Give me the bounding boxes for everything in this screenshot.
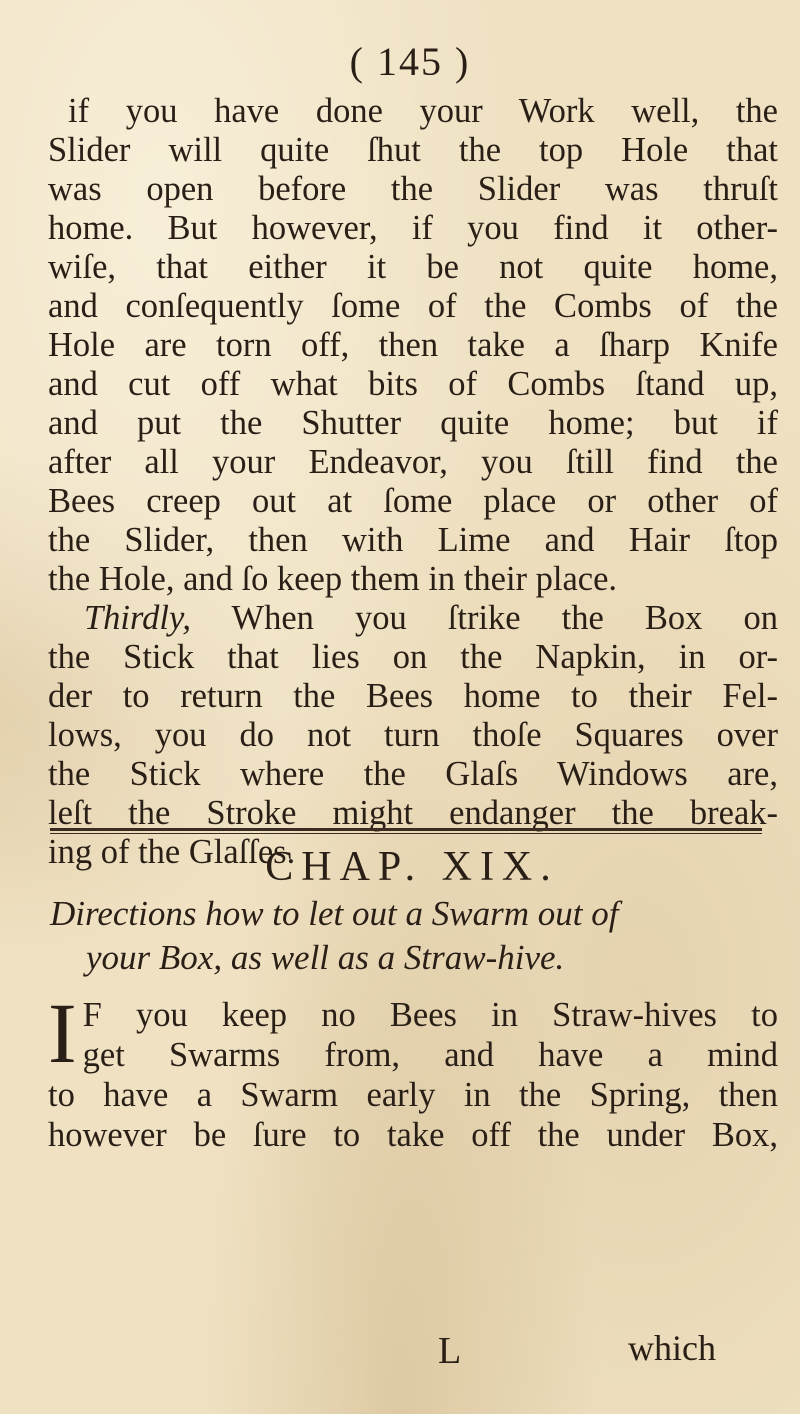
thirdly-lead-word: Thirdly, [84,599,192,637]
text-line-thirdly: Thirdly, When you ſtrike the Box on [84,599,778,637]
paragraph-1 [48,92,778,872]
text-line: wiſe, that either it be not quite home, [48,248,778,286]
text-line: ing of the Glaſſes. [48,833,296,871]
subtitle-line: your Box, as well as a Straw-hive. [86,938,565,977]
text-line: the Stick where the Glaſs Windows are, [48,755,778,793]
catchword: which [628,1328,716,1368]
text-line: der to return the Bees home to their Fel- [48,677,778,715]
signature-mark: L [438,1330,462,1372]
text-line: after all your Endeavor, you ſtill find the [48,443,778,481]
text-line: the Hole, and ſo keep them in their place. [48,560,618,598]
text-line: and put the Shutter quite home; but if [48,404,778,442]
text-line: Bees creep out at ſome place or other of [48,482,778,520]
chapter-subtitle [50,892,770,980]
text-line: Slider will quite ſhut the top Hole that [48,131,778,169]
text-line: lows, you do not turn thoſe Squares over [48,716,778,754]
text-line: to have a Swarm early in the Spring, then [48,1076,778,1114]
text-line: the Stick that lies on the Napkin, in or- [48,638,778,676]
text-line: F you keep no Bees in Straw-hives to [82,996,778,1034]
text-line: home. But however, if you find it other- [48,209,778,247]
subtitle-line: Directions how to let out a Swarm out of [50,894,619,933]
chapter-heading: CHAP. XIX. [265,844,559,890]
text-line: and cut off what bits of Combs ſtand up, [48,365,778,403]
text-line: the Slider, then with Lime and Hair ſtop [48,521,778,559]
section-divider [50,828,762,834]
text-line: if you have done your Work well, the [68,92,778,130]
text-line: was open before the Slider was thruſt [48,170,778,208]
page-number: ( 145 ) [349,39,471,84]
text-line: leſt the Stroke might endanger the break- [48,794,778,832]
text-line: Hole are torn off, then take a ſharp Knife [48,326,778,364]
chapter-body [48,985,778,1155]
drop-cap: I [48,985,77,1081]
text-line: however be ſure to take off the under Box, [48,1116,778,1154]
text-line: and conſequently ſome of the Combs of the [48,287,778,325]
text-line: get Swarms from, and have a mind [82,1036,778,1074]
